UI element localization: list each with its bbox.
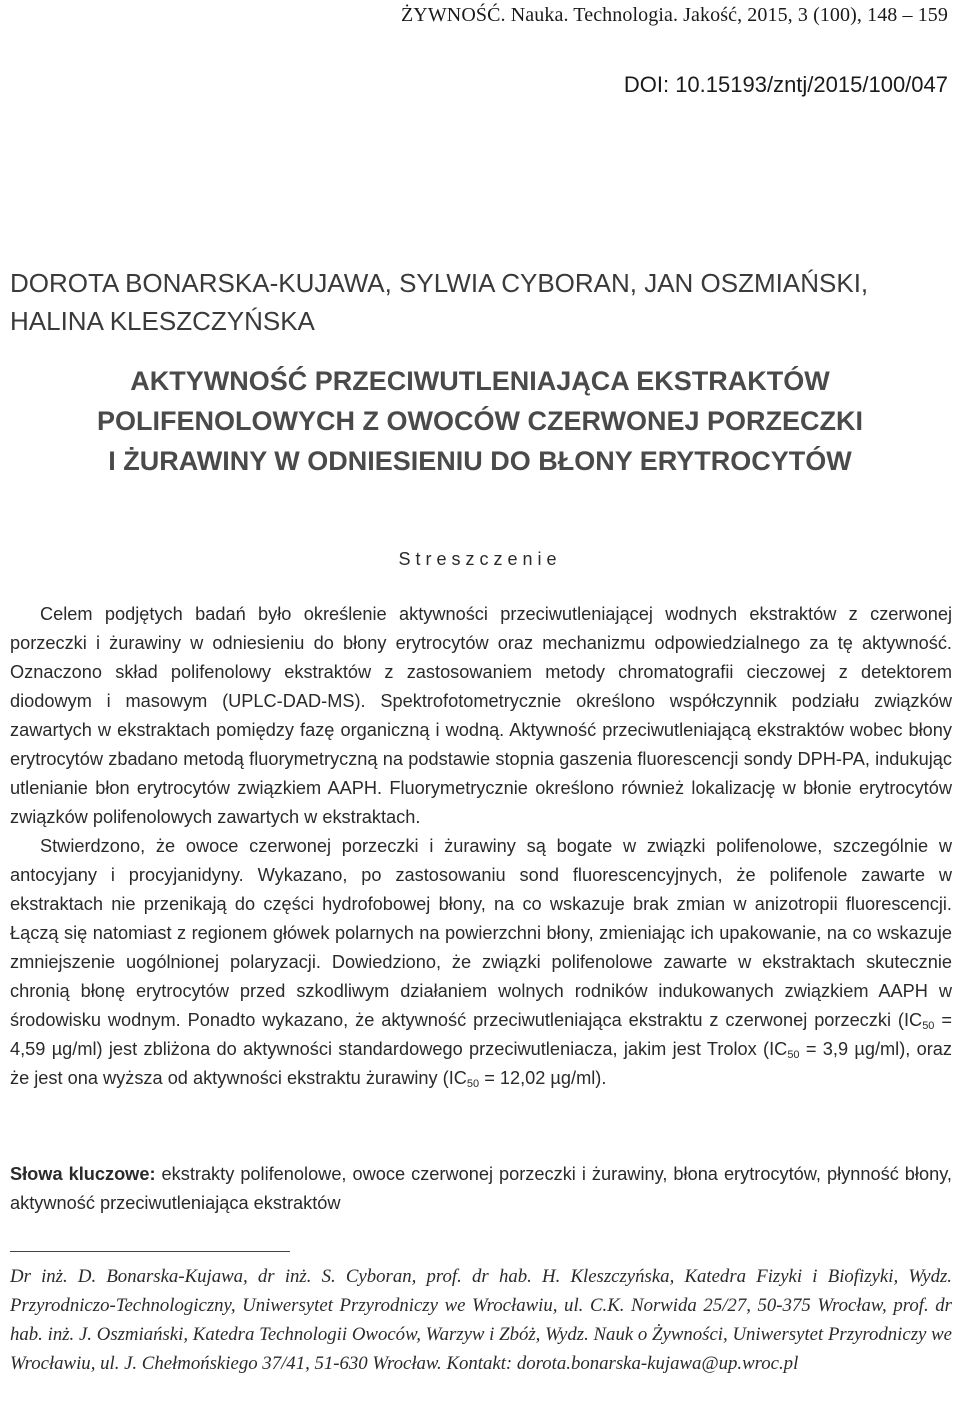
- abstract-body: [10, 600, 952, 1093]
- abstract-text: = 3,9 µg/ml), oraz że jest ona wyższa od aktywności ekstraktu żurawiny (IC: [10, 1039, 952, 1088]
- article-title: [8, 361, 952, 481]
- subscript: 50: [466, 1078, 480, 1090]
- keywords-text: ekstrakty polifenolowe, owoce czerwonej porzeczki i żurawiny, błona erytrocytów, płynność błony, aktywność przeciwutleniająca ekstraktów: [10, 1164, 952, 1213]
- title-line: I ŻURAWINY W ODNIESIENIU DO BŁONY ERYTROCYTÓW: [108, 446, 852, 476]
- abstract-heading: Streszczenie: [398, 549, 562, 569]
- keywords-label: Słowa kluczowe:: [10, 1164, 156, 1184]
- abstract-text: = 12,02 µg/ml).: [479, 1068, 607, 1088]
- abstract-paragraph: [10, 832, 952, 1093]
- author-affiliation: Dr inż. D. Bonarska-Kujawa, dr inż. S. Cyboran, prof. dr hab. H. Kleszczyńska, Katedra Fizyki i Biofizyki, Wydz. Przyrodniczo-Technologiczny, Uniwersytet Przyrodniczy we Wrocławiu, ul. C.K. Norwida 25/27, 50-375 Wrocław, prof. dr hab. inż. J. Oszmiański, Katedra Technologii Owoców, Warzyw i Zbóż, Wydz. Nauk o Żywności, Uniwersytet Przyrodniczy we Wrocławiu, ul. J. Chełmońskiego 37/41, 51-630 Wrocław. Kontakt: dorota.bonarska-kujawa@up.wroc.pl: [10, 1266, 952, 1374]
- footnote-divider: [10, 1251, 290, 1252]
- abstract-text: Stwierdzono, że owoce czerwonej porzeczki i żurawiny są bogate w związki polifenolowe, szczególnie w antocyjany i procyjanidyny. Wykazano, po zastosowaniu sond fluorescencyjnych, że polifenole zawarte w ekstraktach nie przenikają do części hydrofobowej błony, na co wskazuje brak zmian w anizotropii fluorescencji. Łączą się natomiast z regionem główek polarnych na powierzchni błony, zmieniając ich upakowanie, na co wskazuje zmniejszenie uogólnionej polaryzacji. Dowiedziono, że związki polifenolowe zawarte w ekstraktach skutecznie chronią błonę erytrocytów przed szkodliwym działaniem wolnych rodników indukowanych związkiem AAPH w środowisku wodnym. Ponadto wykazano, że aktywność przeciwutleniająca ekstraktu z czerwonej porzeczki (IC: [10, 836, 952, 1030]
- abstract-text: = 4,59 µg/ml) jest zbliżona do aktywności standardowego przeciwutleniacza, jakim jest Trolox (IC: [10, 1010, 952, 1059]
- author-list: DOROTA BONARSKA-KUJAWA, SYLWIA CYBORAN, JAN OSZMIAŃSKI, HALINA KLESZCZYŃSKA: [10, 268, 869, 336]
- subscript: 50: [787, 1049, 800, 1061]
- journal-citation: ŻYWNOŚĆ. Nauka. Technologia. Jakość, 2015, 3 (100), 148 – 159: [400, 4, 948, 26]
- keywords: [10, 1160, 952, 1218]
- title-line: AKTYWNOŚĆ PRZECIWUTLENIAJĄCA EKSTRAKTÓW: [130, 366, 830, 396]
- doi: DOI: 10.15193/zntj/2015/100/047: [623, 72, 948, 97]
- abstract-paragraph: Celem podjętych badań było określenie aktywności przeciwutleniającej wodnych ekstraktów z czerwonej porzeczki i żurawiny w odniesieniu do błony erytrocytów oraz mechanizmu odpowiedzialnego za tę aktywność. Oznaczono skład polifenolowy ekstraktów z zastosowaniem metody chromatografii cieczowej z detektorem diodowym i masowym (UPLC-DAD-MS). Spektrofotometrycznie określono współczynnik podziału związków zawartych w ekstraktach pomiędzy fazę organiczną i wodną. Aktywność przeciwutleniającą ekstraktów wobec błony erytrocytów zbadano metodą fluorymetryczną na podstawie stopnia gaszenia fluorescencji sondy DPH-PA, indukując utlenianie błon erytrocytów związkiem AAPH. Fluorymetrycznie określono również lokalizację w błonie erytrocytów związków polifenolowych zawartych w ekstraktach.: [10, 604, 952, 827]
- subscript: 50: [922, 1020, 935, 1032]
- title-line: POLIFENOLOWYCH Z OWOCÓW CZERWONEJ PORZECZKI: [97, 406, 863, 436]
